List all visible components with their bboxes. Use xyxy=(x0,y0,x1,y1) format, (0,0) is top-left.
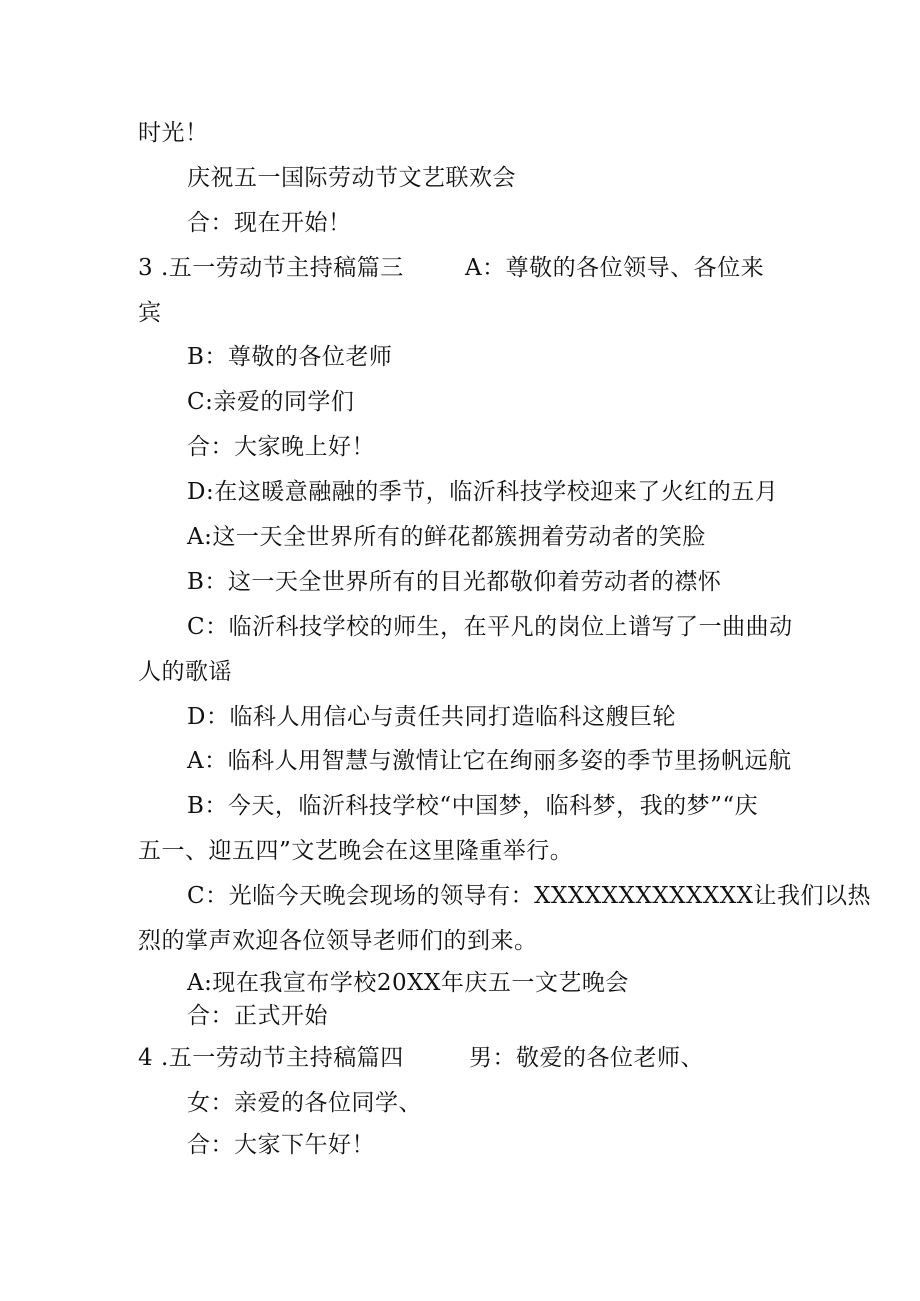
text-line: 男：敬爱的各位老师、 xyxy=(469,1045,704,1071)
text-line: 人的歌谣 xyxy=(138,659,232,685)
text-line: D：临科人用信心与责任共同打造临科这艘巨轮 xyxy=(187,704,676,730)
text-line: A：尊敬的各位领导、各位来 xyxy=(465,255,765,281)
text-line: 宾 xyxy=(138,300,162,326)
text-line: B：尊敬的各位老师 xyxy=(187,344,393,370)
text-line: C:亲爱的同学们 xyxy=(187,389,355,415)
text-line: C：临沂科技学校的师生，在平凡的岗位上谱写了一曲曲动 xyxy=(187,614,793,640)
text-line: C：光临今天晚会现场的领导有：XXXXXXXXXXXXX让我们以热 xyxy=(187,883,871,909)
text-line: 合：大家下午好！ xyxy=(187,1132,375,1158)
text-line: D:在这暖意融融的季节，临沂科技学校迎来了火红的五月 xyxy=(187,479,779,505)
text-line: A：临科人用智慧与激情让它在绚丽多姿的季节里扬帆远航 xyxy=(187,748,792,774)
text-line: 庆祝五一国际劳动节文艺联欢会 xyxy=(187,165,516,191)
text-line: B：这一天全世界所有的目光都敬仰着劳动者的襟怀 xyxy=(187,569,722,595)
text-line: A:现在我宣布学校20XX年庆五一文艺晚会 xyxy=(187,970,629,996)
text-line: 合：大家晚上好！ xyxy=(187,434,375,460)
section-heading: 4 .五一劳动节主持稿篇四 xyxy=(138,1045,404,1071)
text-line: 合：现在开始！ xyxy=(187,210,352,236)
text-line: 合：正式开始 xyxy=(187,1003,328,1029)
section-heading: 3 .五一劳动节主持稿篇三 xyxy=(138,255,404,281)
text-line: 烈的掌声欢迎各位领导老师们的到来。 xyxy=(138,928,538,954)
text-line: 五一、迎五四”文艺晚会在这里隆重举行。 xyxy=(138,838,574,864)
text-line: A:这一天全世界所有的鲜花都簇拥着劳动者的笑脸 xyxy=(187,524,706,550)
text-line: 时光！ xyxy=(138,120,209,146)
text-line: B：今天，临沂科技学校“中国梦，临科梦，我的梦”“庆 xyxy=(187,793,759,819)
text-line: 女：亲爱的各位同学、 xyxy=(187,1090,422,1116)
